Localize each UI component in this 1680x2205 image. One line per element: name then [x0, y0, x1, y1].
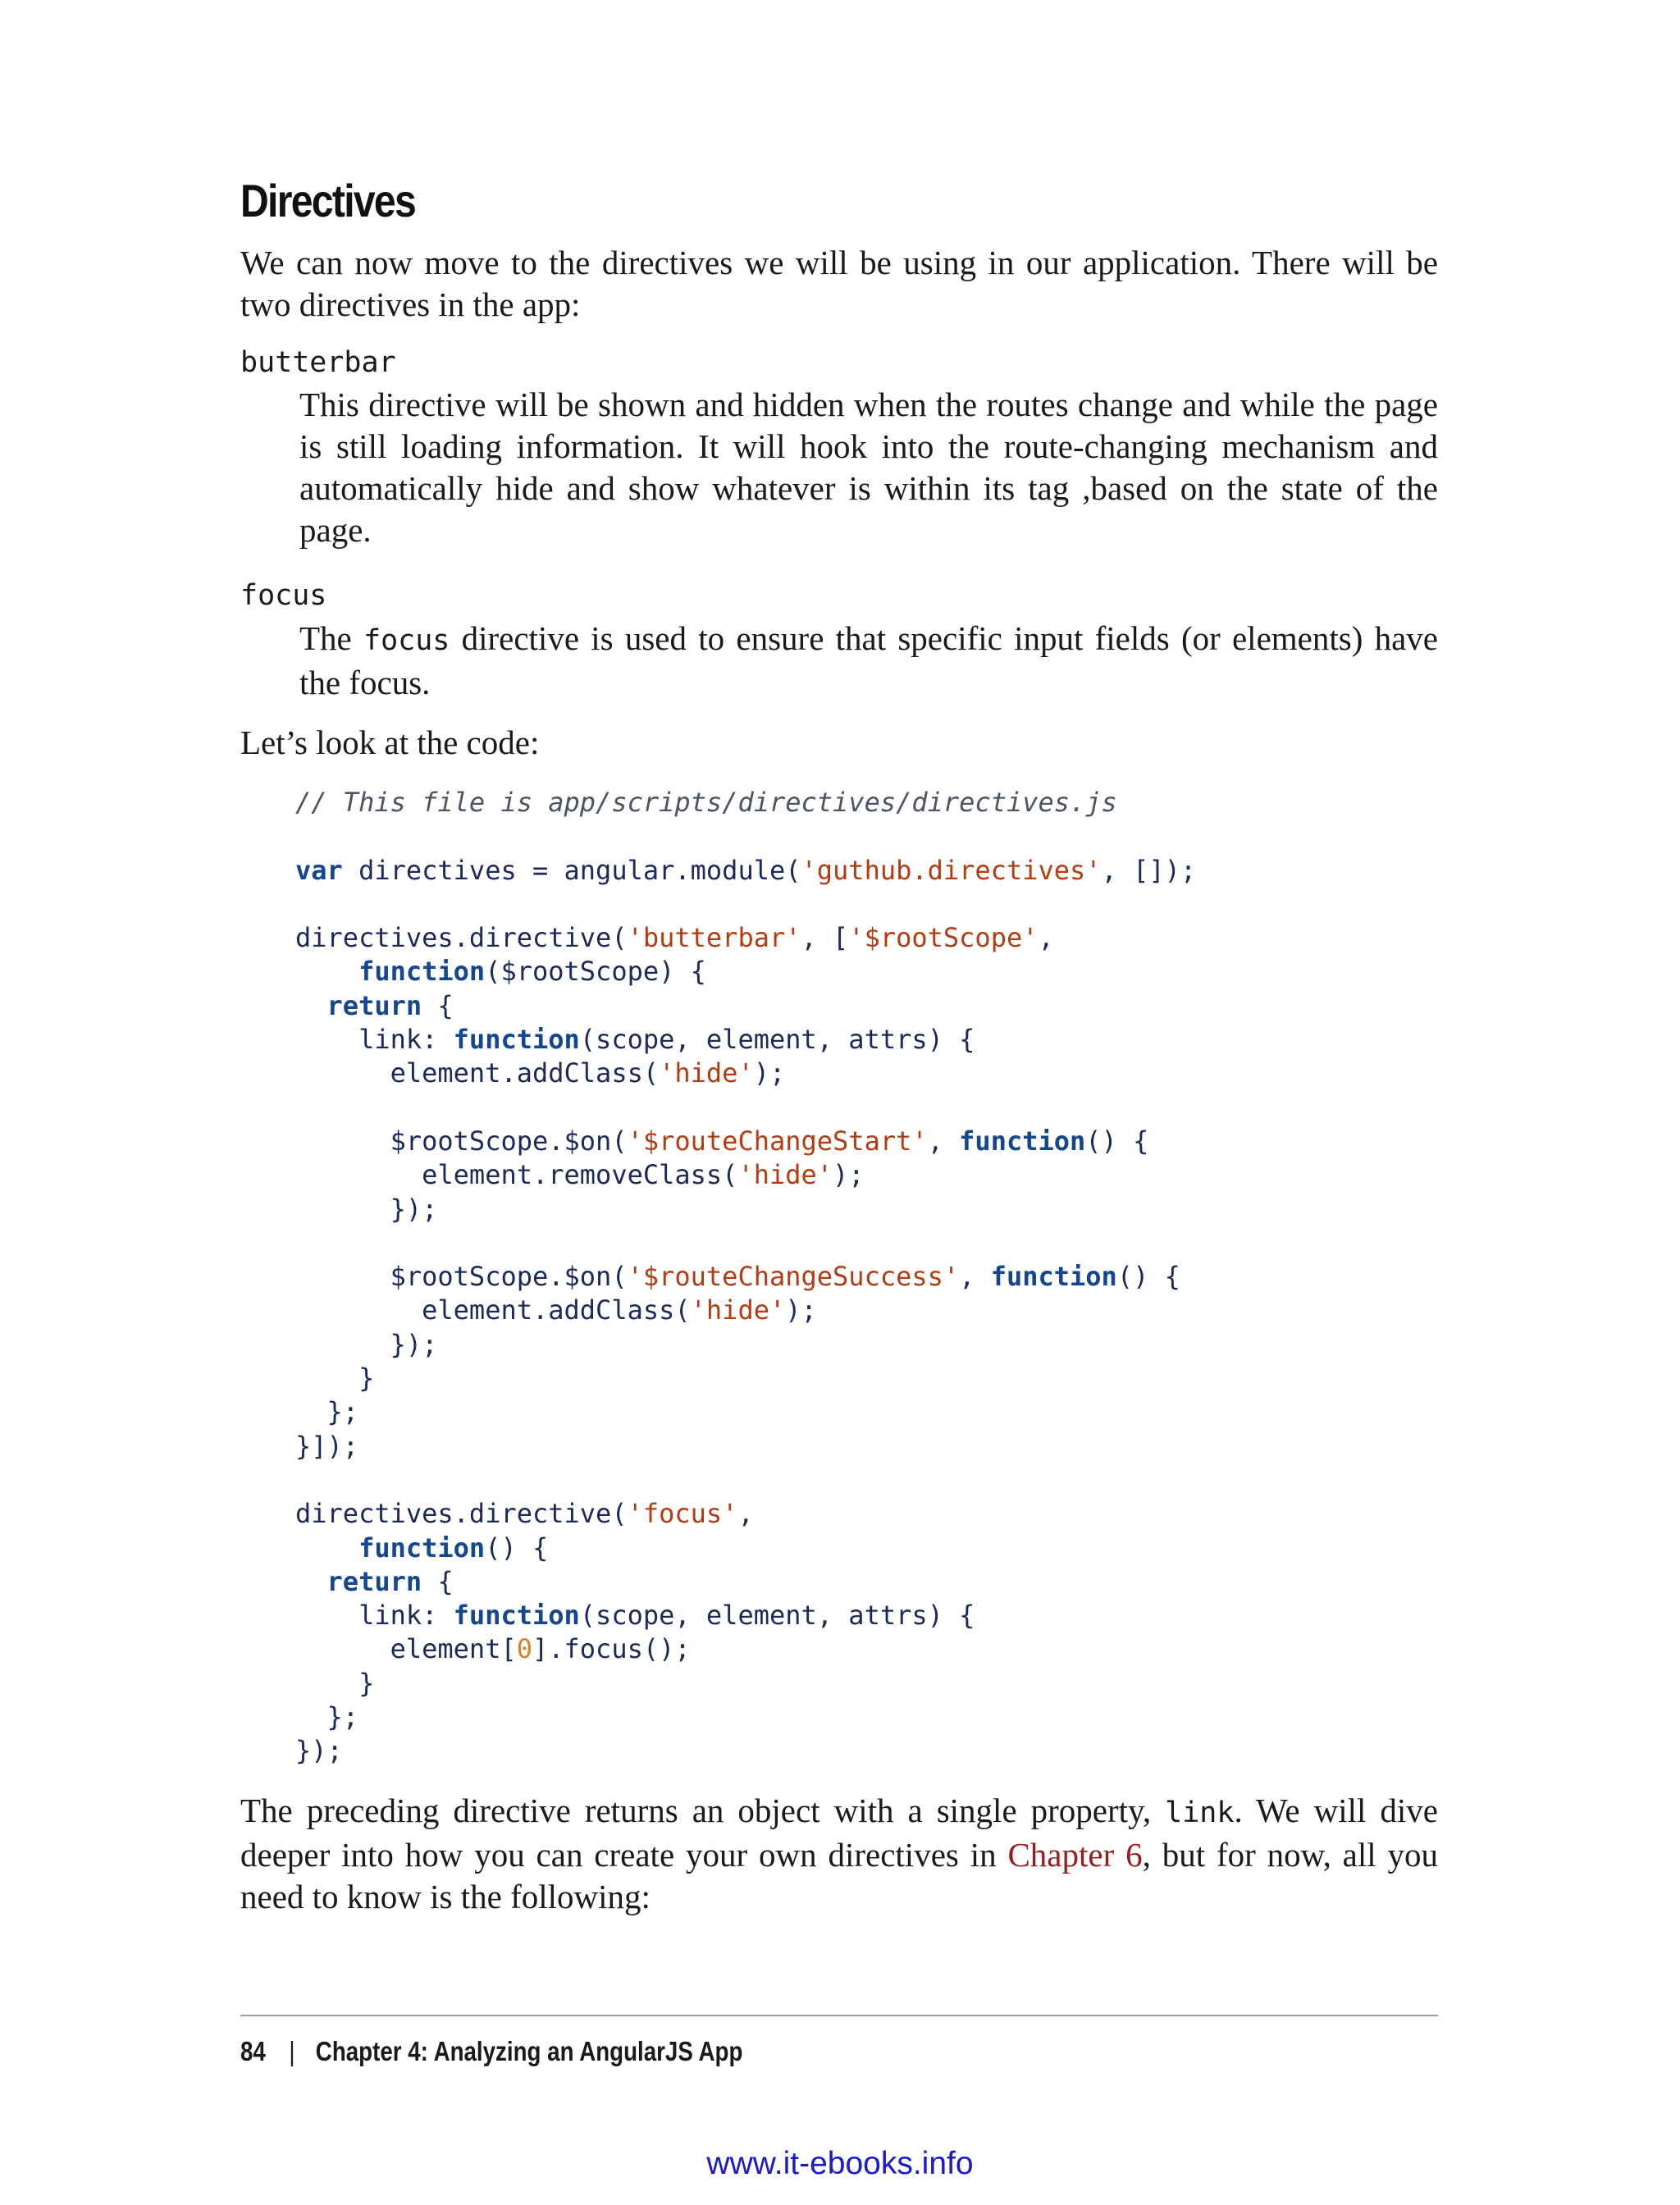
definition-butterbar: This directive will be shown and hidden when the routes change and while the page is still loading information. It will hook into the route-changing mechanism and automatically hide and show whatever is within its tag ,based on the state of the page. [299, 386, 1438, 549]
after-text-3: , but for now, all you need to know is the following: [240, 1836, 1439, 1915]
intro-paragraph: We can now move to the directives we will be using in our application. There will be two directives in the app: [240, 244, 1438, 323]
code-hide-3: 'hide' [690, 1294, 786, 1326]
after-text-2: . We will dive deeper into how you can create your own directives in [240, 1792, 1438, 1874]
code-comment: // This file is app/scripts/directives/directives.js [295, 787, 1117, 818]
footer-divider [240, 2015, 1438, 2016]
definition-focus-code: focus [363, 624, 450, 657]
code-index-zero: 0 [516, 1633, 532, 1665]
code-directive-focus: 'focus' [627, 1498, 738, 1530]
code-intro: Let’s look at the code: [240, 724, 540, 761]
chapter-6-link[interactable]: Chapter 6 [1007, 1836, 1143, 1874]
definition-focus-suffix: directive is used to ensure that specific input fields (or elements) have the focus. [299, 619, 1439, 701]
footer-separator: | [289, 2036, 295, 2066]
watermark-link[interactable]: www.it-ebooks.info [706, 2146, 974, 2181]
after-code-paragraph [240, 1790, 1438, 1918]
footer-chapter-title: Chapter 4: Analyzing an AngularJS App [315, 2036, 743, 2066]
code-rootscope-string: '$rootScope' [848, 922, 1039, 954]
code-route-change-success: '$routeChangeSuccess' [627, 1261, 960, 1293]
code-hide-1: 'hide' [659, 1057, 754, 1089]
term-focus: focus [240, 579, 327, 612]
page-number: 84 [240, 2036, 266, 2066]
code-route-change-start: '$routeChangeStart' [627, 1125, 928, 1157]
after-text-1: The preceding directive returns an object with a single property, [240, 1792, 1166, 1829]
code-listing: // This file is app/scripts/directives/directives.js var directives = angular.module('guthub.directives', []); directives.directive('butterbar', ['$rootScope', function($rootScope) { return { link: function(scope, element, attrs) { element.addClass('hide'); $rootScope.$on('$routeChangeStart', function() { element.removeClass('hide'); }); $rootScope.$on('$routeChangeSuccess', function() { element.addClass('hide'); }); } }; }]); directives.directive('focus', function() { return { link: function(scope, element, attrs) { element[0].focus(); } }; }); [295, 787, 1197, 1767]
definition-focus-prefix: The [299, 619, 363, 657]
code-directive-butterbar: 'butterbar' [627, 922, 801, 954]
code-module-name: 'guthub.directives' [801, 854, 1102, 886]
term-butterbar: butterbar [240, 346, 396, 379]
definition-focus [299, 618, 1438, 704]
page-footer [240, 2036, 742, 2067]
after-inline-code: link [1165, 1796, 1235, 1829]
code-hide-2: 'hide' [737, 1159, 833, 1191]
section-heading: Directives [240, 175, 416, 226]
